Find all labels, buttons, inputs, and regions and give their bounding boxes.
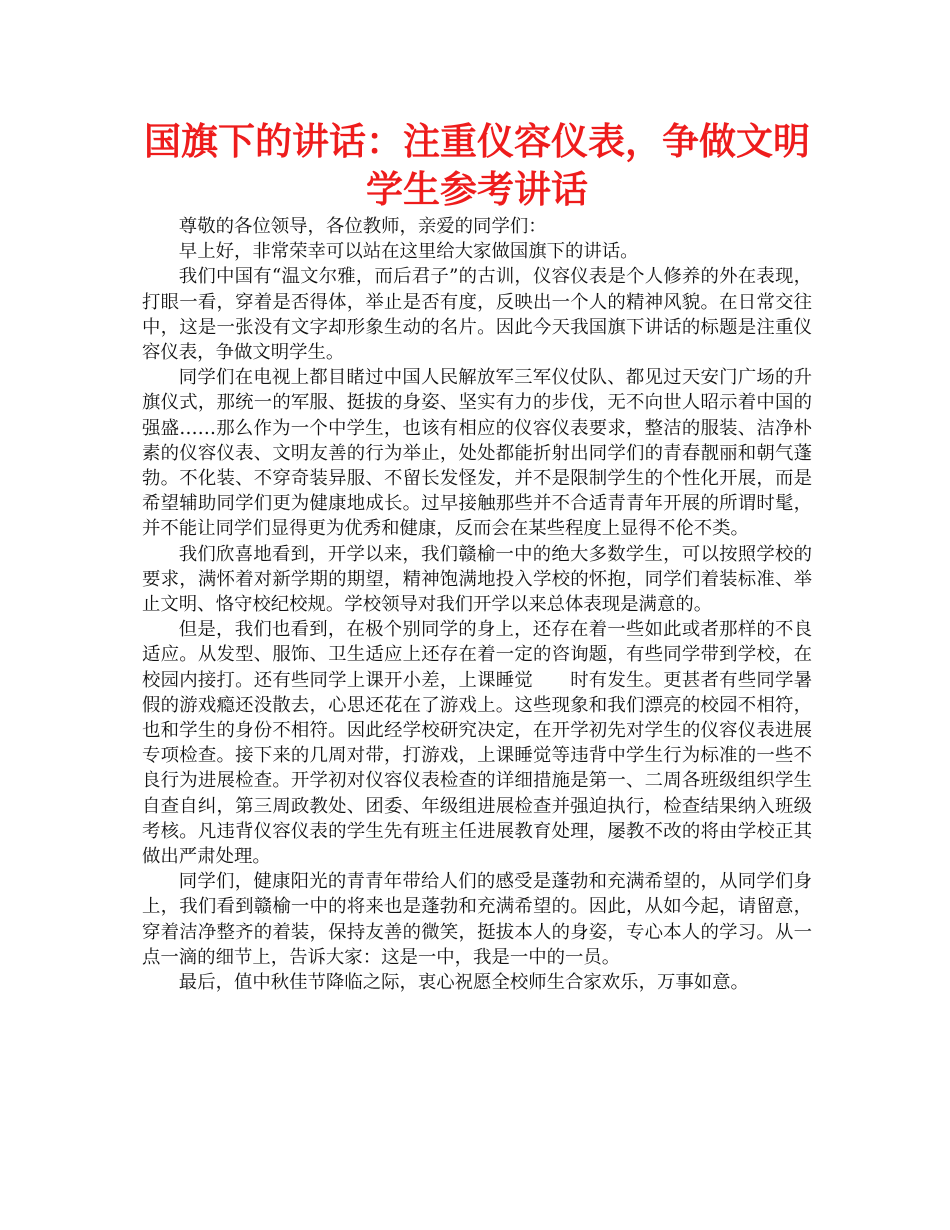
paragraph-closing: 最后，值中秋佳节降临之际，衷心祝愿全校师生合家欢乐，万事如意。 (178, 972, 749, 994)
document-body (142, 214, 812, 995)
document-title (142, 118, 812, 214)
paragraph: 但是，我们也看到，在极个别同学的身上，还存在着一些如此或者那样的不良适应。从发型、服饰、卫生适应上还存在着一定的咨询题，有些同学带到学校，在校园内接打。还有些同学上课开小差，上课睡觉 时有发生。更甚者有些同学暑假的游戏瘾还没散去，心思还花在了游戏上。这些现象和我们漂亮的校园不相符，也和学生的身份不相符。因此经学校研究决定，在开学初先对学生的仪容仪表进展专项检查。接下来的几周对带，打游戏，上课睡觉等违背中学生行为标准的一些不良行为进展检查。开学初对仪容仪表检查的详细措施是第一、二周各班级组织学生自查自纠，第三周政教处、团委、年级组进展检查并强迫执行，检查结果纳入班级考核。凡违背仪容仪表的学生先有班主任进展教育处理，屡教不改的将由学校正其做出严肃处理。 (142, 619, 812, 868)
document-page (142, 118, 812, 995)
paragraph: 同学们在电视上都目睹过中国人民解放军三军仪仗队、都见过天安门广场的升旗仪式，那统一的军服、挺拔的身姿、坚实有力的步伐，无不向世人昭示着中国的强盛……那么作为一个中学生，也该有相应的仪容仪表要求，整洁的服装、洁净朴素的仪容仪表、文明友善的行为举止，处处都能折射出同学们的青春靓丽和朝气蓬勃。不化装、不穿奇装异服、不留长发怪发，并不是限制学生的个性化开展，而是希望辅助同学们更为健康地成长。过早接触那些并不合适青青年开展的所谓时髦，并不能让同学们显得更为优秀和健康，反而会在某些程度上显得不伦不类。 (142, 367, 812, 540)
paragraph: 同学们，健康阳光的青青年带给人们的感受是蓬勃和充满希望的，从同学们身上，我们看到赣榆一中的将来也是蓬勃和充满希望的。因此，从如今起，请留意，穿着洁净整齐的着装，保持友善的微笑，挺拔本人的身姿，专心本人的学习。从一点一滴的细节上，告诉大家：这是一中，我是一中的一员。 (142, 871, 812, 968)
paragraph-greeting: 早上好，非常荣幸可以站在这里给大家做国旗下的讲话。 (178, 241, 639, 263)
document-title-line-1: 国旗下的讲话：注重仪容仪表，争做文明 (144, 120, 810, 163)
paragraph-salutation: 尊敬的各位领导，各位教师，亲爱的同学们： (178, 216, 547, 237)
paragraph: 我们中国有“温文尔雅，而后君子”的古训，仪容仪表是个人修养的外在表现，打眼一看，穿着是否得体，举止是否有度，反映出一个人的精神风貌。在日常交往中，这是一张没有文字却形象生动的名片。因此今天我国旗下讲话的标题是注重仪容仪表，争做文明学生。 (142, 266, 812, 364)
document-title-line-2: 学生参考讲话 (366, 168, 588, 211)
paragraph: 我们欣喜地看到，开学以来，我们赣榆一中的绝大多数学生，可以按照学校的要求，满怀着对新学期的期望，精神饱满地投入学校的怀抱，同学们着装标准、举止文明、恪守校纪校规。学校领导对我们开学以来总体表现是满意的。 (142, 543, 812, 616)
